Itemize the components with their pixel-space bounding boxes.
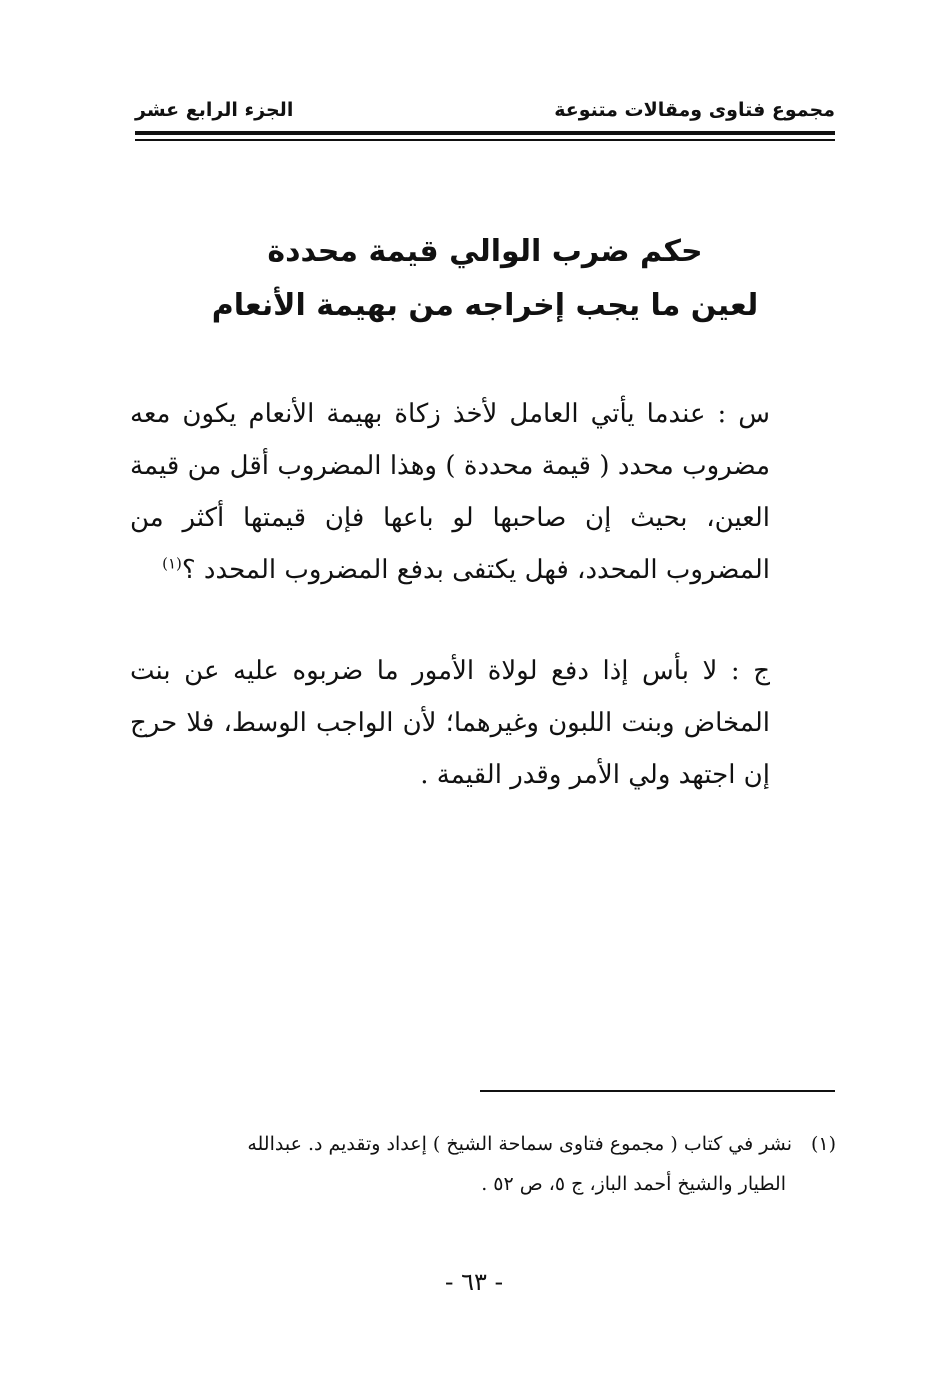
footnote (130, 1124, 836, 1204)
answer-text: ج : لا بأس إذا دفع لولاة الأمور ما ضربوه عليه عن بنت المخاض وبنت اللبون وغيرهما؛ لأن الواجب الوسط، فلا حرج إن اجتهد ولي الأمر وقدر القيمة . (130, 656, 770, 790)
answer-paragraph (130, 645, 770, 801)
question-text: س : عندما يأتي العامل لأخذ زكاة بهيمة الأنعام يكون معه مضروب محدد ( قيمة محددة ) وهذا المضروب أقل من قيمة العين، بحيث إن صاحبها لو باعها فإن قيمتها أكثر من المضروب المحدد، فهل يكتفى بدفع المضروب المحدد ؟ (130, 399, 770, 585)
footnote-line-2: الطيار والشيخ أحمد الباز، ج ٥، ص ٥٢ . (481, 1173, 786, 1195)
footnote-separator (480, 1090, 835, 1092)
volume-label: الجزء الرابع عشر (135, 99, 294, 121)
header-rule-thick (135, 131, 835, 135)
title-line-2: لعين ما يجب إخراجه من بهيمة الأنعام (211, 288, 759, 323)
question-paragraph (130, 388, 770, 596)
collection-title: مجموع فتاوى ومقالات متنوعة (554, 99, 835, 121)
fatwa-title (135, 225, 835, 333)
running-header (135, 95, 835, 129)
page-number: - ٦٣ - (444, 1268, 504, 1296)
footnote-reference: (١) (162, 554, 182, 573)
header-rule-thin (135, 139, 835, 141)
footnote-number: (١) (810, 1133, 836, 1155)
title-line-1: حكم ضرب الوالي قيمة محددة (267, 234, 703, 269)
footnote-line-1: نشر في كتاب ( مجموع فتاوى سماحة الشيخ ) إعداد وتقديم د. عبدالله (247, 1133, 792, 1155)
